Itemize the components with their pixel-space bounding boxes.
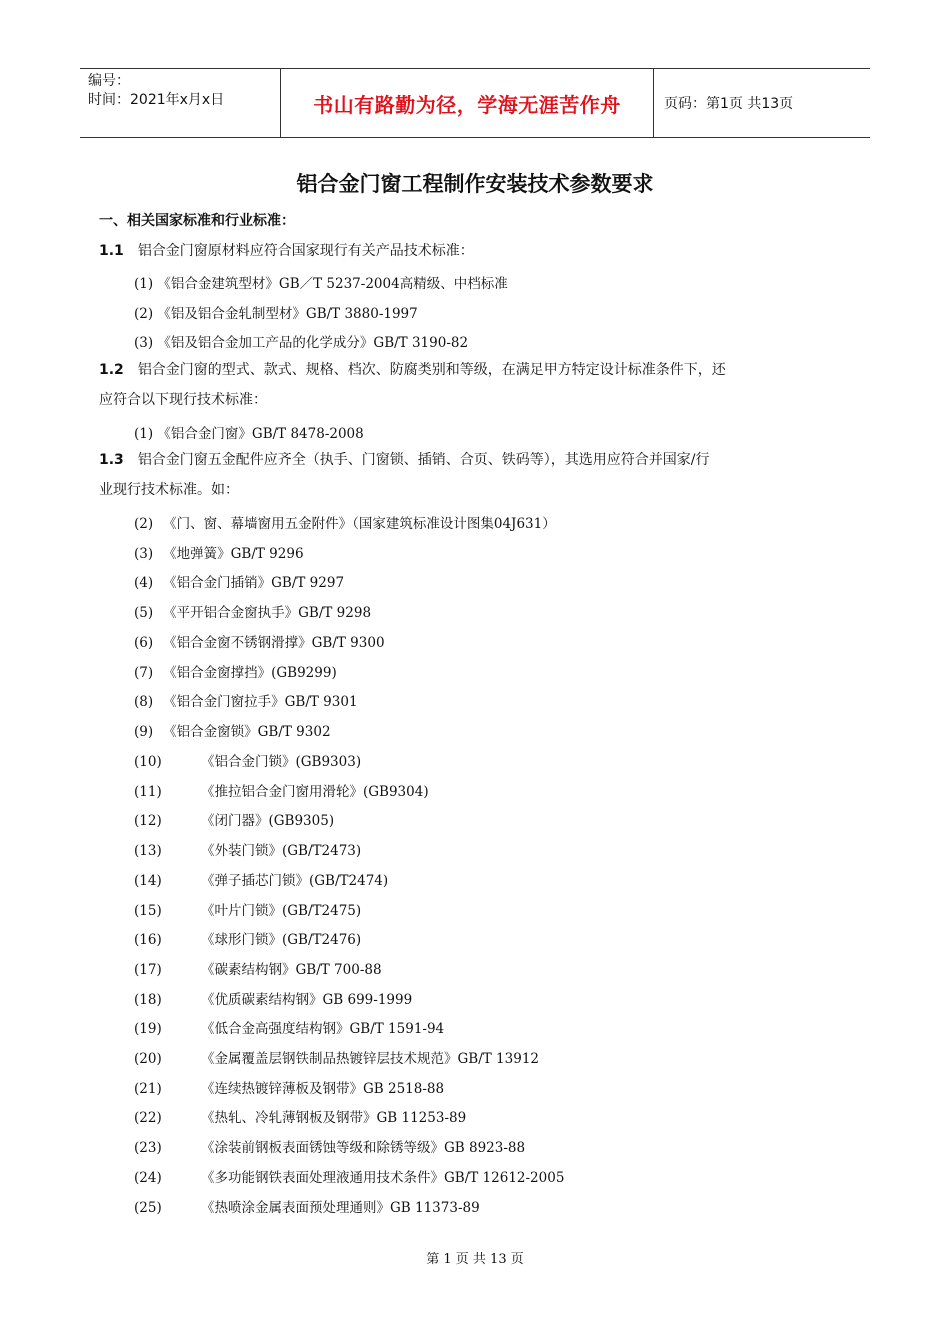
list-item: (1) 《铝合金建筑型材》GB／T 5237-2004高精级、中档标准: [134, 276, 508, 292]
list-item: (3) 《铝及铝合金加工产品的化学成分》GB/T 3190-82: [134, 335, 469, 351]
list-item: [134, 869, 388, 889]
list-item: [134, 1047, 539, 1067]
list-item: [134, 1166, 564, 1186]
list-item-index: (10): [134, 754, 162, 770]
list-item-index: (22): [134, 1110, 162, 1127]
list-item: [134, 512, 556, 532]
list-item-text: 《热轧、冷轧薄钢板及钢带》GB 11253-89: [201, 1110, 467, 1127]
list-item-index: (7): [134, 664, 154, 681]
list-item: [134, 750, 361, 770]
paragraph-text: 铝合金门窗原材料应符合国家现行有关产品技术标准：: [137, 243, 474, 259]
list-item: [134, 988, 412, 1008]
header-meta: [80, 69, 280, 137]
list-item-text: 《地弹簧》GB/T 9296: [163, 545, 304, 562]
list-item-index: (11): [134, 783, 162, 800]
list-item-index: (9): [134, 723, 154, 740]
paragraph-number: 1.3: [99, 452, 124, 468]
paragraph-1-2: [99, 355, 855, 415]
list-item: [134, 690, 358, 710]
list-item: [134, 928, 361, 948]
list-item-index: (17): [134, 961, 162, 978]
list-item: (2) 《铝及铝合金轧制型材》GB/T 3880-1997: [134, 306, 418, 322]
list-item: [134, 601, 371, 621]
list-item-text: 《多功能钢铁表面处理液通用技术条件》GB/T 12612-2005: [201, 1169, 565, 1186]
list-item-index: (2): [134, 516, 154, 532]
number-label: 编号：: [88, 73, 130, 89]
list-item-index: (6): [134, 634, 154, 651]
list-item-index: (12): [134, 813, 162, 830]
list-item-index: (16): [134, 932, 162, 949]
paragraph-text: 铝合金门窗的型式、款式、规格、档次、防腐类别和等级，在满足甲方特定设计标准条件下，还: [137, 362, 726, 378]
list-item: [134, 1017, 444, 1037]
list-item: [134, 1136, 525, 1156]
paragraph-text: 铝合金门窗五金配件应齐全（执手、门窗锁、插销、合页、铁码等），其选用应符合并国家/行: [137, 452, 710, 468]
list-item-index: (5): [134, 605, 154, 622]
paragraph-number: 1.2: [99, 362, 124, 378]
list-item-text: 《金属覆盖层钢铁制品热镀锌层技术规范》GB/T 13912: [201, 1051, 539, 1067]
list-item-text: 《叶片门锁》(GB/T2475): [201, 902, 362, 919]
list-item: (1) 《铝合金门窗》GB/T 8478-2008: [134, 426, 364, 442]
list-item-text: 《铝合金门锁》(GB9303): [201, 754, 362, 770]
list-item: [134, 631, 385, 651]
list-item-index: (3): [134, 545, 154, 562]
list-item-text: 《铝合金窗锁》GB/T 9302: [163, 723, 331, 740]
header-motto: 书山有路勤为径，学海无涯苦作舟: [280, 69, 654, 137]
list-item-text: 《门、窗、幕墙窗用五金附件》（国家建筑标准设计图集04J631）: [163, 516, 556, 532]
list-item-text: 《低合金高强度结构钢》GB/T 1591-94: [201, 1021, 445, 1038]
list-item: [134, 1106, 466, 1126]
list-item-index: (4): [134, 575, 154, 592]
list-item-text: 《推拉铝合金门窗用滑轮》(GB9304): [201, 783, 429, 800]
list-item-index: (15): [134, 902, 162, 919]
list-item-index: (14): [134, 872, 162, 889]
page-footer: 第 1 页 共 13 页: [426, 1252, 524, 1267]
paragraph-1-3: [99, 445, 855, 505]
list-item-text: 《铝合金窗撑挡》(GB9299): [163, 664, 337, 681]
list-item-text: 《外装门锁》(GB/T2473): [201, 843, 362, 860]
list-item-text: 《碳素结构钢》GB/T 700-88: [201, 961, 382, 978]
list-item: [134, 571, 344, 591]
list-item-text: 《连续热镀锌薄板及钢带》GB 2518-88: [201, 1080, 445, 1097]
list-item: [134, 1196, 480, 1216]
list-item-text: 《优质碳素结构钢》GB 699-1999: [201, 991, 413, 1008]
list-item-text: 《球形门锁》(GB/T2476): [201, 932, 362, 949]
list-item-text: 《铝合金窗不锈钢滑撑》GB/T 9300: [163, 634, 385, 651]
list-item-text: 《铝合金门插销》GB/T 9297: [163, 575, 345, 592]
list-item: [134, 839, 361, 859]
list-item: [134, 542, 304, 562]
list-item: [134, 809, 334, 829]
list-item-index: (23): [134, 1140, 162, 1157]
list-item-text: 《弹子插芯门锁》(GB/T2474): [201, 872, 389, 889]
list-item-index: (24): [134, 1169, 162, 1186]
list-item: [134, 780, 429, 800]
list-item: [134, 958, 382, 978]
list-item-index: (18): [134, 991, 162, 1008]
list-item-text: 《涂装前钢板表面锈蚀等级和除锈等级》GB 8923-88: [201, 1140, 526, 1157]
list-item-text: 《平开铝合金窗执手》GB/T 9298: [163, 605, 372, 622]
list-item: [134, 661, 337, 681]
header-page-info: 页码：第1页 共13页: [664, 96, 794, 112]
list-item-index: (8): [134, 694, 154, 711]
list-item: [134, 1077, 444, 1097]
paragraph-continuation: 应符合以下现行技术标准：: [99, 392, 267, 408]
section-heading: 一、相关国家标准和行业标准：: [99, 213, 295, 229]
list-item-index: (21): [134, 1080, 162, 1097]
list-item-text: 《铝合金门窗拉手》GB/T 9301: [163, 694, 358, 711]
paragraph-continuation: 业现行技术标准。如：: [99, 482, 239, 498]
list-item-index: (25): [134, 1199, 162, 1216]
page-header: [80, 68, 870, 138]
time-label: 时间：2021年x月x日: [88, 92, 225, 108]
document-title: 铝合金门窗工程制作安装技术参数要求: [296, 172, 654, 196]
list-item: [134, 720, 331, 740]
paragraph-number: 1.1: [99, 243, 124, 259]
list-item-index: (13): [134, 843, 162, 860]
list-item-text: 《热喷涂金属表面预处理通则》GB 11373-89: [201, 1199, 480, 1216]
list-item-index: (20): [134, 1051, 162, 1067]
list-item: [134, 899, 361, 919]
list-item-index: (19): [134, 1021, 162, 1038]
paragraph-1-1: [99, 236, 855, 266]
list-item-text: 《闭门器》(GB9305): [201, 813, 335, 830]
